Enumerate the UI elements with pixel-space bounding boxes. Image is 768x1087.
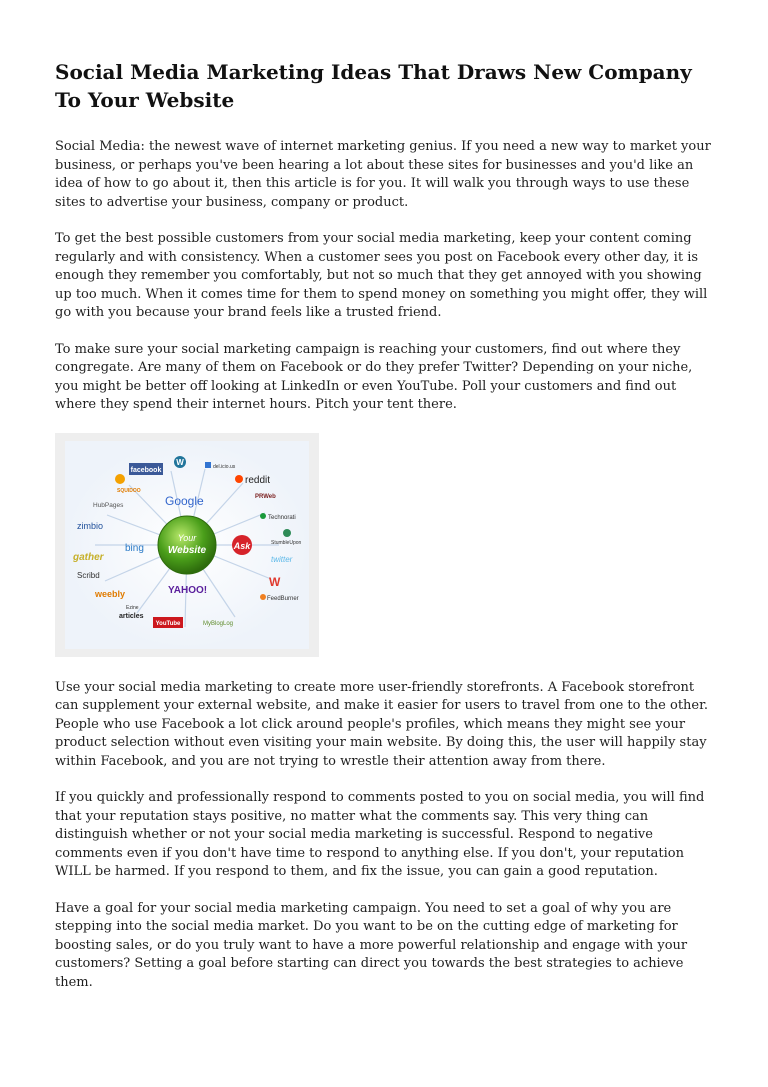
articles-logo: articles [119, 612, 144, 620]
center-label-line2: Website [167, 544, 207, 556]
google-logo: Google [165, 493, 204, 508]
gather-logo: gather [73, 551, 104, 563]
ask-logo: Ask [233, 540, 251, 551]
yahoo-logo: YAHOO! [168, 584, 208, 596]
stumbleupon-icon [283, 529, 291, 537]
center-label-line1: Your [177, 532, 197, 543]
facebook-logo: facebook [130, 466, 162, 474]
hubpages-logo: HubPages [93, 501, 124, 509]
youtube-logo: YouTube [155, 620, 181, 627]
paragraph-5: If you quickly and professionally respond to comments posted to you on social media, you will find that your reputation stays positive, no matter what the comments say. This very thing can distinguish whether or not your social media marketing is successful. Respond to negative comments even if you don't have time to respond to anything else. If you don't, your reputation WILL be harmed. If you respond to them, and fix the issue, you can gain a good reputation. [55, 790, 705, 879]
svg-text:W: W [176, 457, 184, 467]
wikipedia-logo: W [269, 574, 281, 589]
zimbio-logo: zimbio [77, 520, 104, 531]
squidoo-logo: SQUIDOO [117, 487, 141, 494]
document-page [55, 58, 717, 1010]
mybloglog-logo: MyBlogLog [203, 620, 234, 627]
delicious-icon [205, 462, 211, 468]
squidoo-icon [115, 474, 125, 484]
bing-logo: bing [125, 542, 144, 554]
paragraph-4: Use your social media marketing to create more user-friendly storefronts. A Facebook storefront can supplement your external website, and make it easier for users to travel from one to the other. People who use Facebook a lot click around people's profiles, which means they might see your product selection without even visiting your main website. By doing this, the user will happily stay within Facebook, and you are not trying to wrestle their attention away from there. [55, 679, 709, 769]
weebly-logo: weebly [95, 588, 126, 599]
delicious-logo: del.icio.us [213, 463, 236, 470]
prweb-logo: PRWeb [255, 493, 276, 500]
reddit-icon [235, 475, 243, 483]
scribd-logo: Scribd [77, 570, 100, 580]
paragraph-1: Social Media: the newest wave of internet marketing genius. If you need a new way to market your business, or perhaps you've been hearing a lot about these sites for businesses and you'd like an idea of how to go about it, then this article is for you. It will walk you through ways to use these sites to advertise your business, company or product. [55, 139, 711, 210]
stumbleupon-logo: StumbleUpon [271, 539, 302, 546]
technorati-icon [260, 513, 266, 519]
ezine-logo: Ezine [126, 604, 139, 611]
twitter-logo: twitter [271, 554, 293, 564]
social-media-figure [55, 433, 319, 657]
technorati-logo: Technorati [268, 514, 296, 521]
social-media-diagram [65, 441, 309, 649]
page-title: Social Media Marketing Ideas That Draws New Company To Your Website [55, 60, 692, 112]
paragraph-3: To make sure your social marketing campaign is reaching your customers, find out where they congregate. Are many of them on Facebook or do they prefer Twitter? Depending on your niche, you might be better off looking at LinkedIn or even YouTube. Poll your customers and find out where they spend their internet hours. Pitch your tent there. [55, 341, 693, 412]
feedburner-logo: FeedBurner [267, 595, 299, 602]
paragraph-2: To get the best possible customers from your social media marketing, keep your content coming regularly and with consistency. When a customer sees you post on Facebook every other day, it is enough they remember you comfortably, but not so much that they get annoyed with you showing up too much. When it comes time for them to spend money on something you might offer, they will go with you because your brand feels like a trusted friend. [55, 231, 708, 320]
reddit-logo: reddit [245, 474, 271, 486]
paragraph-6: Have a goal for your social media marketing campaign. You need to set a goal of why you are stepping into the social media market. Do you want to be on the cutting edge of marketing for boosting sales, or do you truly want to have a more powerful relationship and engage with your customers? Setting a goal before starting can direct you towards the best strategies to achieve them. [55, 900, 688, 990]
feedburner-icon [260, 594, 266, 600]
